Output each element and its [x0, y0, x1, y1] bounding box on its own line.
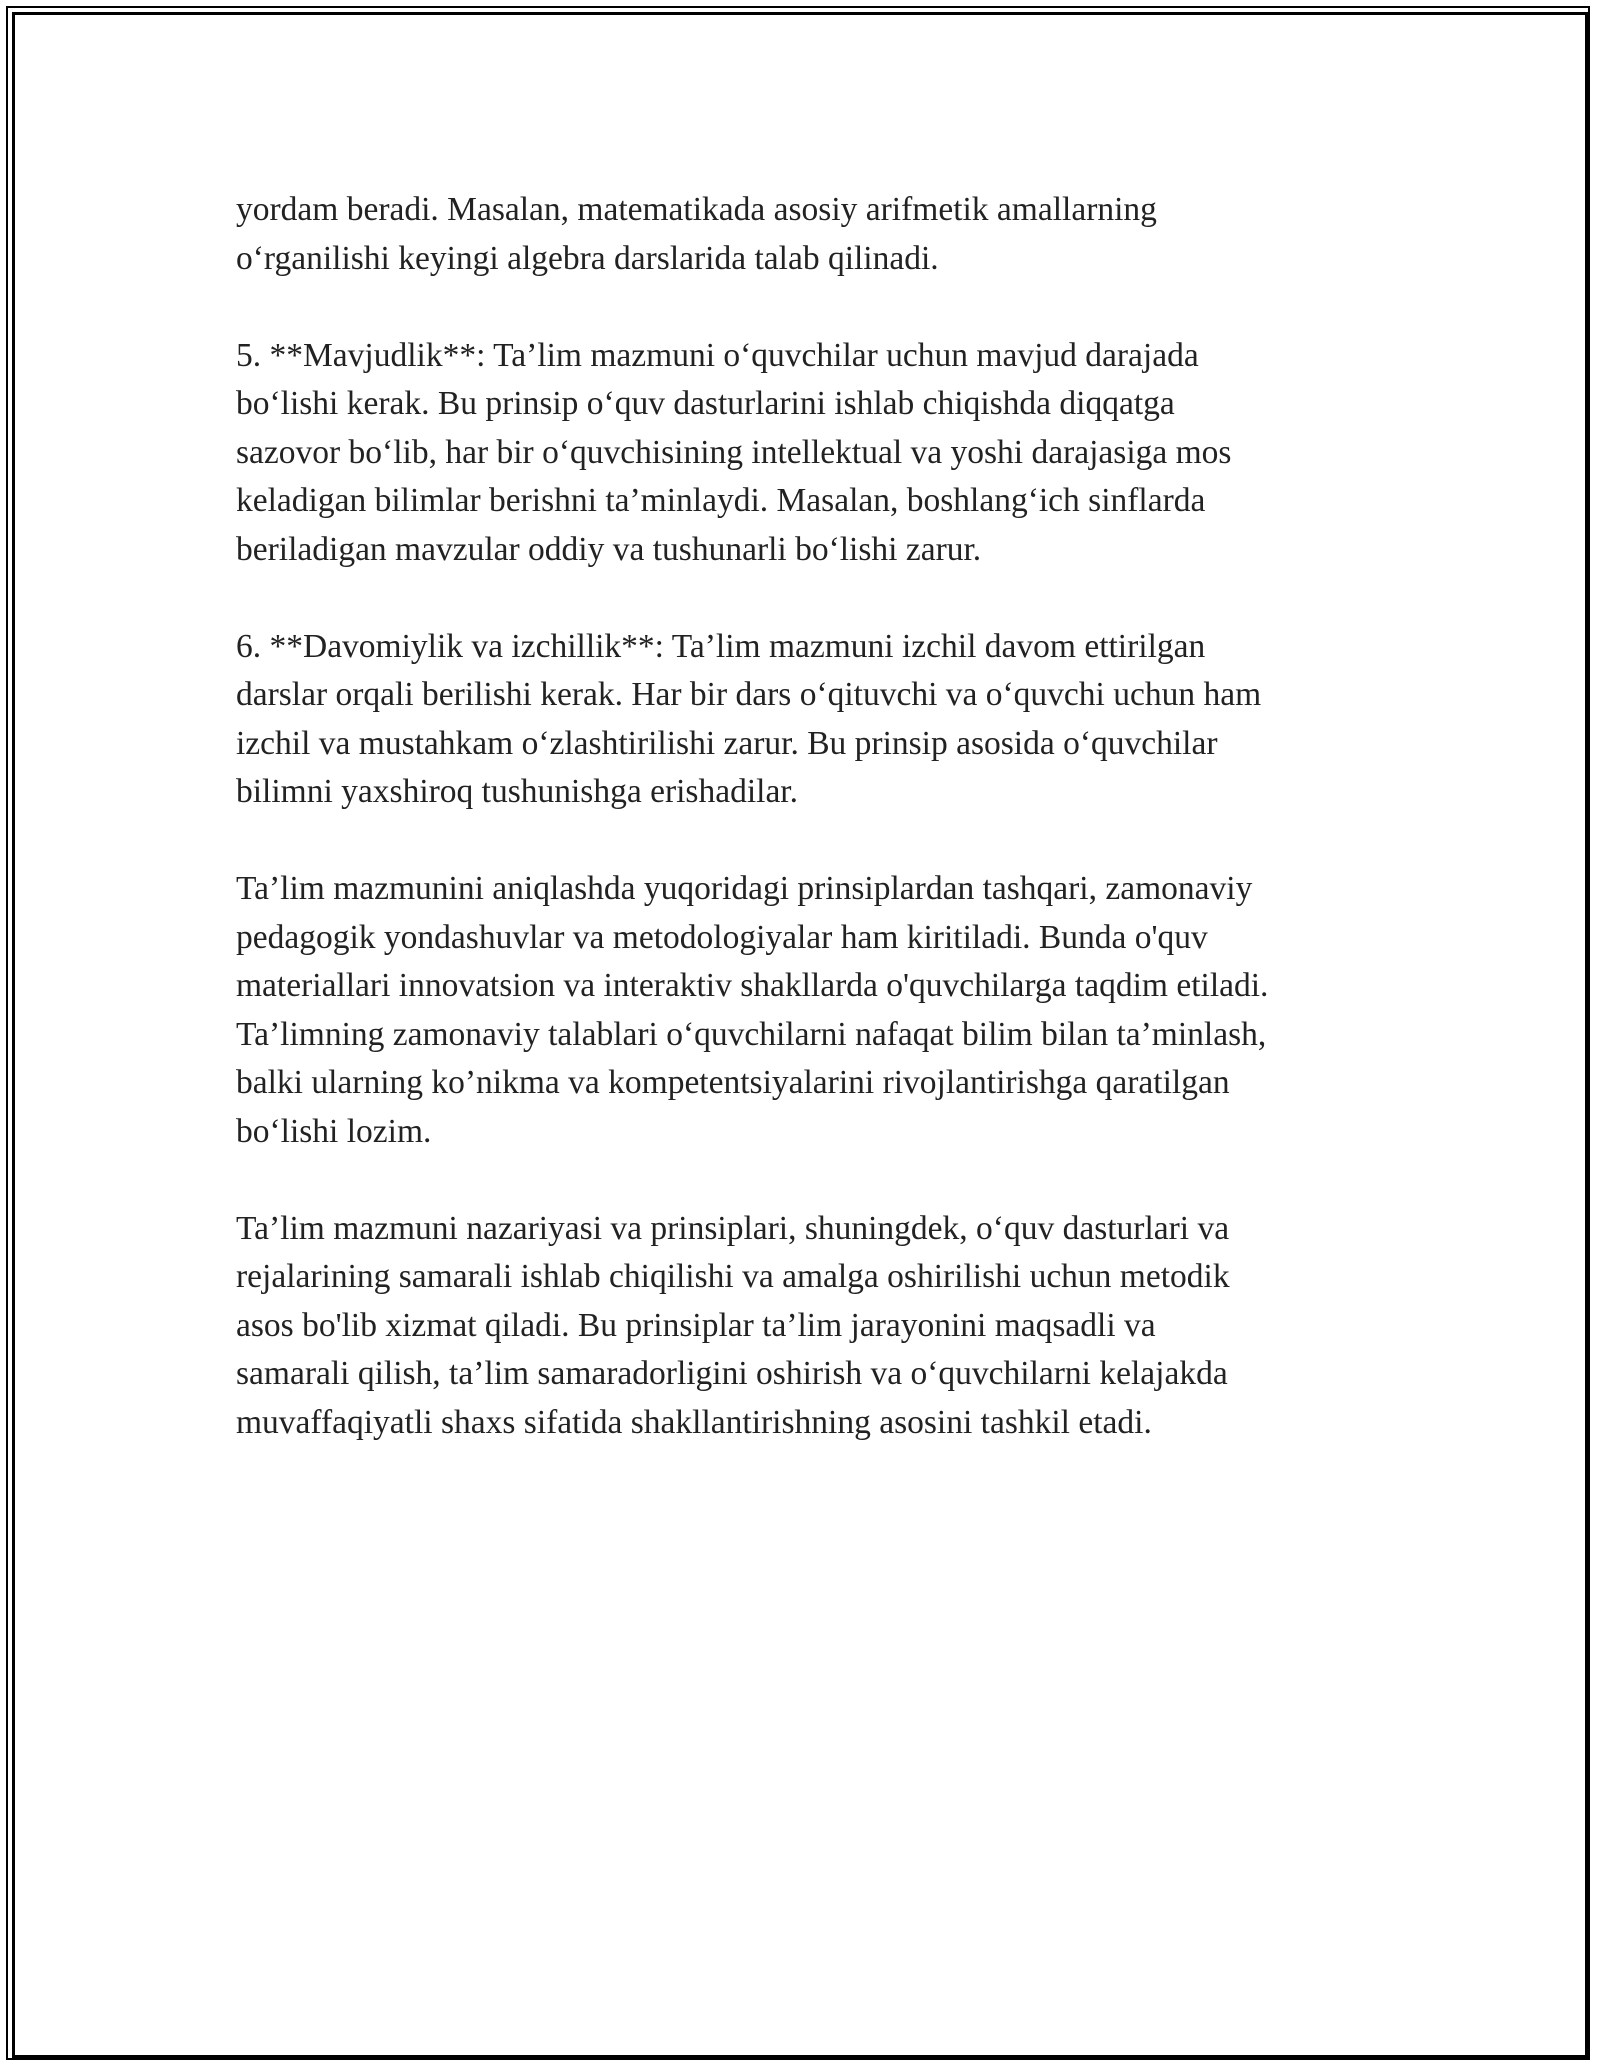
paragraph-conclusion: Ta’lim mazmuni nazariyasi va prinsiplari, shuningdek, o‘quv dasturlari va rejalarining samarali ishlab chiqilishi va amalga oshirilishi uchun metodik asos bo'lib xizmat qiladi. Bu prinsiplar ta’lim jarayonini maqsadli va samarali qilish, ta’lim samaradorligini oshirish va o‘quvchilarni kelajakda muvaffaqiyatli shaxs sifatida shakllantirishning asosini tashkil etadi.	[236, 1209, 1230, 1441]
paragraph-principle-6-continuity: 6. **Davomiylik va izchillik**: Ta’lim mazmuni izchil davom ettirilgan darslar orqali berilishi kerak. Har bir dars o‘qituvchi va o‘quvchi uchun ham izchil va mustahkam o‘zlashtirilishi zarur. Bu prinsip asosida o‘quvchilar bilimni yaxshiroq tushunishga erishadilar.	[236, 627, 1262, 810]
paragraph-modern-approaches: Ta’lim mazmunini aniqlashda yuqoridagi prinsiplardan tashqari, zamonaviy pedagogik yondashuvlar va metodologiyalar ham kiritiladi. Bunda o'quv materiallari innovatsion va interaktiv shakllarda o'quvchilarga taqdim etiladi. Ta’limning zamonaviy talablari o‘quvchilarni nafaqat bilim bilan ta’minlash, balki ularning ko’nikma va kompetentsiyalarini rivojlantirishga qaratilgan bo‘lishi lozim.	[236, 870, 1269, 1150]
paragraph-principle-5-availability: 5. **Mavjudlik**: Ta’lim mazmuni o‘quvchilar uchun mavjud darajada bo‘lishi kerak. Bu prinsip o‘quv dasturlarini ishlab chiqishda diqqatga sazovor bo‘lib, har bir o‘quvchisining intellektual va yoshi darajasiga mos keladigan bilimlar berishni ta’minlaydi. Masalan, boshlang‘ich sinflarda beriladigan mavzular oddiy va tushunarli bo‘lishi zarur.	[236, 336, 1232, 568]
paragraph-continuation: yordam beradi. Masalan, matematikada asosiy arifmetik amallarning o‘rganilishi keyingi algebra darslarida talab qilinadi.	[236, 191, 1157, 277]
document-body	[236, 186, 1396, 1496]
